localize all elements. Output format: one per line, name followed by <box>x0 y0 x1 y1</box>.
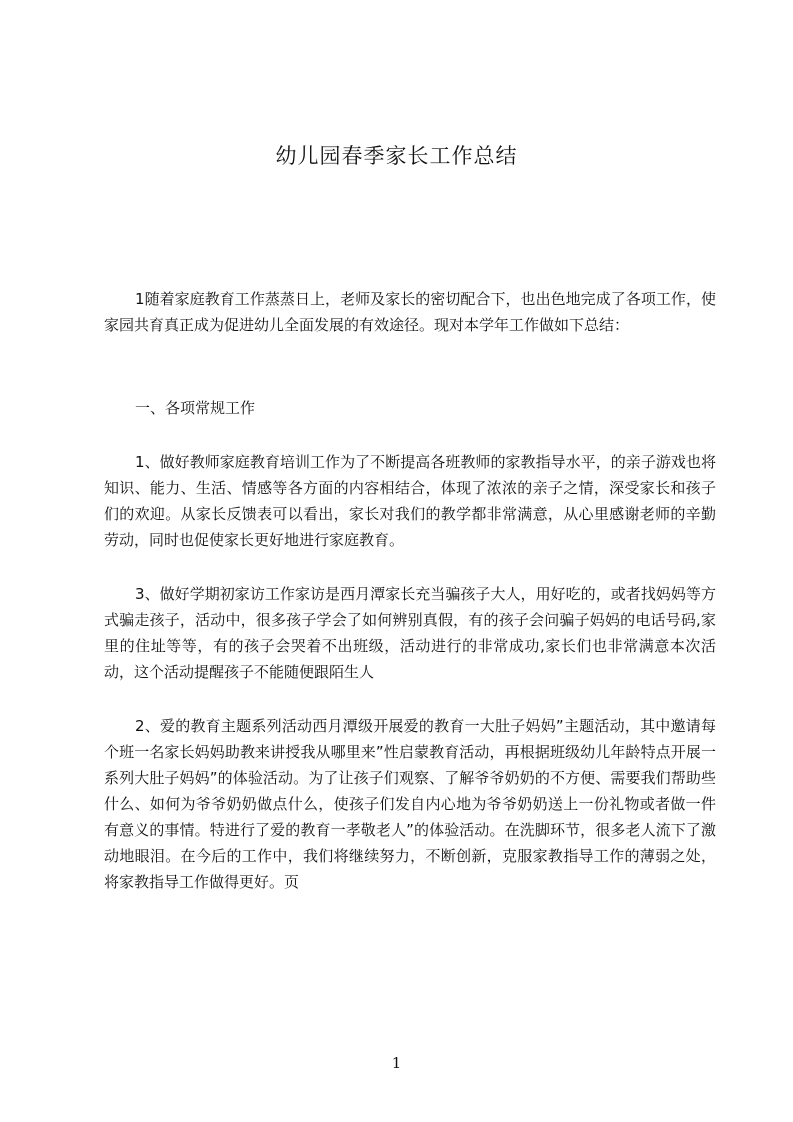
section-heading: 一、各项常规工作 <box>135 399 256 417</box>
intro-paragraph: 1随着家庭教育工作蒸蒸日上，老师及家长的密切配合下，也出色地完成了各项工作，使家园共育真正成为促进幼儿全面发展的有效途径。现对本学年工作做如下总结： <box>104 290 716 334</box>
document-title: 幼儿园春季家长工作总结 <box>275 144 518 168</box>
body-paragraph-home-visit: 3、做好学期初家访工作家访是西月潭家长充当骗孩子大人，用好吃的，或者找妈妈等方式骗走孩子，活动中，很多孩子学会了如何辨别真假，有的孩子会问骗子妈妈的电话号码,家里的住址等等，有的孩子会哭着不出班级，活动进行的非常成功,家长们也非常满意本次活动，这个活动提醒孩子不能随便跟陌生人 <box>104 585 716 681</box>
body-paragraph-love-education: 2、爱的教育主题系列活动西月潭级开展爱的教育一大肚子妈妈”主题活动，其中邀请每个班一名家长妈妈助教来讲授我从哪里来”性启蒙教育活动，再根据班级幼儿年龄特点开展一系列大肚子妈妈”的体验活动。为了让孩子们观察、了解爷爷奶奶的不方便、需要我们帮助些什么、如何为爷爷奶奶做点什么，使孩子们发自内心地为爷爷奶奶送上一份礼物或者做一件有意义的事情。特进行了爱的教育一孝敬老人”的体验活动。在洗脚环节，很多老人流下了激动地眼泪。在今后的工作中，我们将继续努力，不断创新，克服家教指导工作的薄弱之处，将家教指导工作做得更好。页 <box>104 717 716 891</box>
page-number: 1 <box>391 1054 402 1072</box>
body-paragraph-training: 1、做好教师家庭教育培训工作为了不断提高各班教师的家教指导水平，的亲子游戏也将知识、能力、生活、情感等各方面的内容相结合，体现了浓浓的亲子之情，深受家长和孩子们的欢迎。从家长反馈表可以看出，家长对我们的教学都非常满意，从心里感谢老师的辛勤劳动，同时也促使家长更好地进行家庭教育。 <box>104 453 716 549</box>
